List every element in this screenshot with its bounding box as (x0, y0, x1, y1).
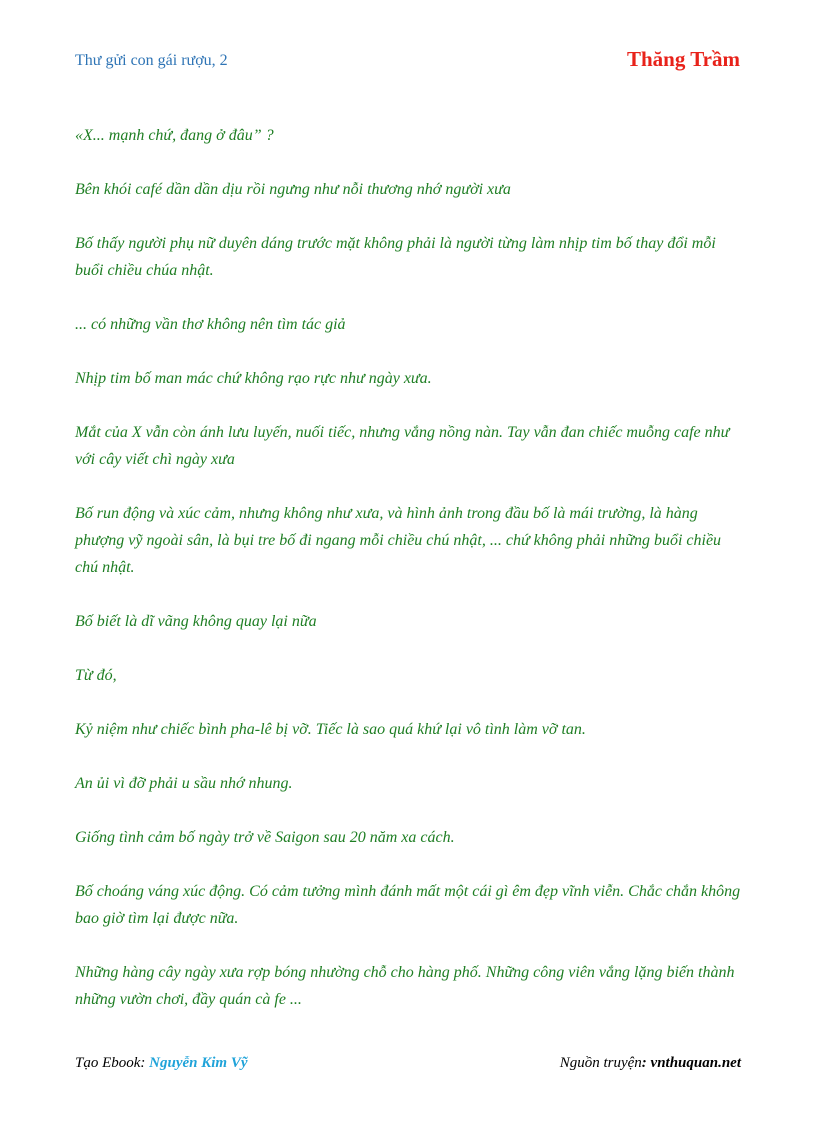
paragraph: Bố choáng váng xúc động. Có cảm tưởng mình đánh mất một cái gì êm đẹp vĩnh viễn. Chắc chắn không bao giờ tìm lại được nữa. (75, 883, 741, 927)
paragraph: Bố biết là dĩ vãng không quay lại nữa (75, 613, 317, 630)
paragraph: An ủi vì đỡ phải u sầu nhớ nhung. (75, 775, 293, 792)
paragraph: Kỷ niệm như chiếc bình pha-lê bị vỡ. Tiếc là sao quá khứ lại vô tình làm vỡ tan. (75, 721, 586, 738)
source-site: vnthuquan.net (650, 1055, 741, 1071)
ebook-credit-label: Tạo Ebook (75, 1055, 141, 1071)
paragraph: Giống tình cảm bố ngày trở về Saigon sau 20 năm xa cách. (75, 829, 455, 846)
author-name: Thăng Trầm (627, 47, 740, 71)
paragraph: ... có những vần thơ không nên tìm tác giả (75, 316, 346, 333)
paragraph: Mắt của X vẫn còn ánh lưu luyến, nuối tiếc, nhưng vắng nồng nàn. Tay vẫn đan chiếc muỗng cafe như với cây viết chì ngày xưa (75, 424, 730, 468)
paragraph: Bố run động và xúc cảm, nhưng không như xưa, và hình ảnh trong đầu bố là mái trường, là hàng phượng vỹ ngoài sân, là bụi tre bố đi ngang mỗi chiều chú nhật, ... chứ không phải những buổi chiều chú nhật. (75, 505, 722, 576)
paragraph: Nhịp tim bố man mác chứ không rạo rực như ngày xưa. (75, 370, 432, 387)
page-footer (75, 1055, 741, 1072)
ebook-creator-name: Nguyễn Kim Vỹ (149, 1055, 248, 1071)
paragraph: Từ đó, (75, 667, 117, 684)
body-text (75, 122, 747, 1040)
source-credit-label: Nguồn truyện (559, 1055, 642, 1071)
document-title: Thư gửi con gái rượu, 2 (75, 52, 228, 69)
ebook-credit: Tạo Ebook: Nguyễn Kim Vỹ (75, 1055, 248, 1071)
paragraph: Bố thấy người phụ nữ duyên dáng trước mặt không phải là người từng làm nhịp tim bố thay đổi mỗi buổi chiều chúa nhật. (75, 235, 716, 279)
paragraph: Bên khói café dần dần dịu rồi ngưng như nỗi thương nhớ người xưa (75, 181, 511, 198)
source-credit: Nguồn truyện: vnthuquan.net (559, 1055, 741, 1071)
paragraph: «X... mạnh chứ, đang ở đâu” ? (75, 127, 274, 144)
paragraph: Những hàng cây ngày xưa rợp bóng nhường chỗ cho hàng phố. Những công viên vắng lặng biến thành những vườn chơi, đầy quán cà fe ... (75, 964, 735, 1008)
